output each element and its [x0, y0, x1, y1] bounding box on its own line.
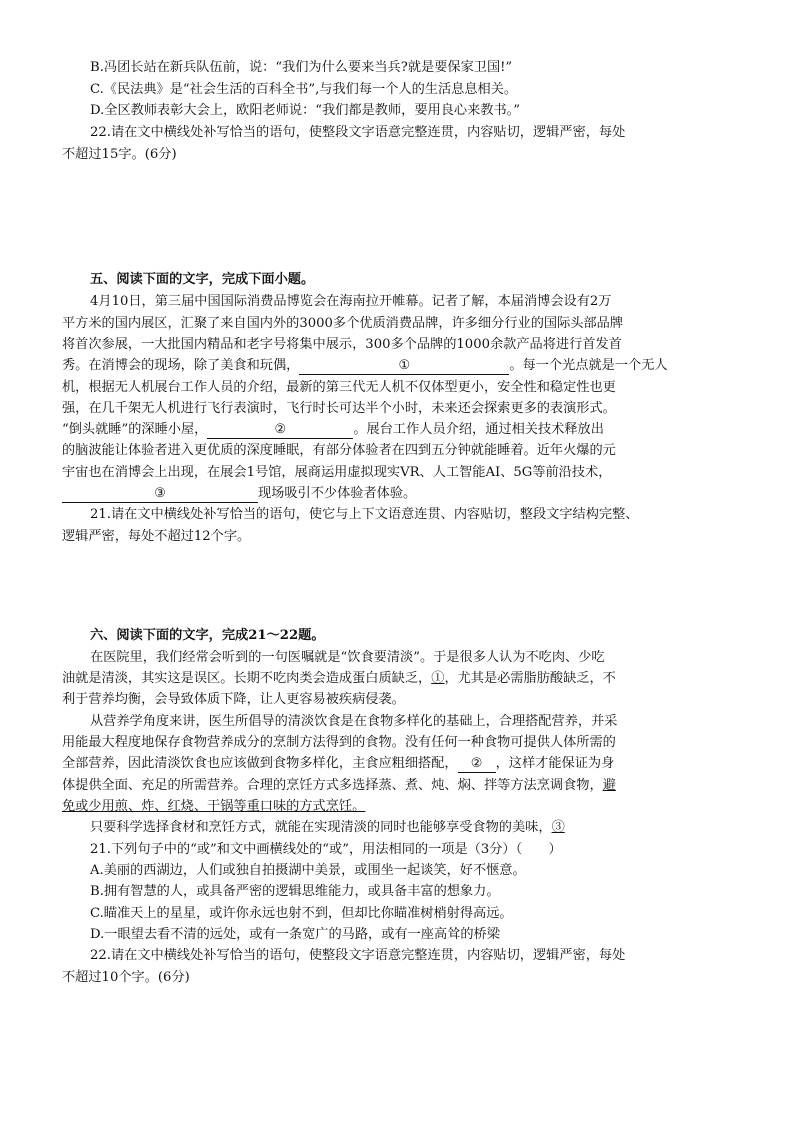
underlined-text: 免或少用煎、炸、红烧、干锅等重口味的方式烹饪。: [62, 799, 366, 814]
s5-line7-text: “倒头就睡”的深睡小屋，: [62, 422, 208, 437]
s5-line7-text-end: 。展台工作人员介绍，通过相关技术释放出: [353, 422, 604, 437]
blank-1: ①: [299, 358, 509, 375]
s5-question-21-line-2: 逻辑严密，每处不超过12个字。: [62, 529, 251, 544]
underlined-text-start: 避: [602, 778, 616, 793]
s6-para1-line-3: 利于营养均衡，会导致体质下降，让人更容易被疾病侵袭。: [62, 692, 405, 707]
s5-para-line-9: 宇宙也在消博会上出现，在展会1号馆，展商运用虚拟现实VR、人工智能AI、5G等前沿技术，: [62, 465, 612, 480]
question-22-line-2: 不超过15字。(6分): [62, 147, 177, 162]
s6-p2-line3-text: 全部营养，因此清淡饮食也应该做到食物多样化，主食应粗细搭配，: [62, 756, 458, 771]
s6-para3-line-1: [90, 818, 565, 838]
s5-para-line-3: 将首次参展，一大批国内精品和老字号将集中展示，300多个品牌的1000余款产品将进行首发首: [62, 337, 622, 352]
s5-question-21-line-1: 21.请在文中横线处补写恰当的语句，使它与上下文语意连贯、内容贴切，整段文字结构完整、: [90, 507, 639, 522]
blank-2: ②: [207, 422, 353, 439]
question-22-line-1: 22.请在文中横线处补写恰当的语句，使整段文字语意完整连贯，内容贴切，逻辑严密，每处: [90, 125, 626, 140]
section-6-heading: 六、阅读下面的文字，完成21～22题。: [90, 628, 325, 643]
s6-option-d: D.一眼望去看不清的远处，或有一条宽广的马路，或有一座高耸的桥梁: [90, 927, 500, 942]
marker-1: ①: [431, 671, 445, 686]
s5-para-line-2: 平方米的国内展区，汇聚了来自国内外的3000多个优质消费品牌，许多细分行业的国际头部品牌: [62, 316, 624, 331]
s6-option-a: A.美丽的西湖边，人们或独自拍摄湖中美景，或围坐一起谈笑，好不惬意。: [90, 863, 526, 878]
s5-para-line-1: 4月10日，第三届中国国际消费品博览会在海南拉开帷幕。记者了解，本届消博会设有2万: [90, 294, 612, 309]
s5-line10-text: 现场吸引不少体验者体验。: [258, 486, 417, 501]
s6-para2-line-3: [62, 754, 614, 774]
option-c: C.《民法典》是“社会生活的百科全书”,与我们每一个人的生活息息相关。: [90, 82, 518, 97]
s6-para1-line-1: 在医院里，我们经常会听到的一句医嘱就是“饮食要清淡”。于是很多人认为不吃肉、少吃: [90, 650, 605, 665]
s6-para2-line-4: [62, 776, 616, 796]
s6-para2-line-2: 用能最大程度地保存食物营养成分的烹制方法得到的食物。没有任何一种食物可提供人体所需的: [62, 735, 616, 750]
s6-question-22-line-2: 不超过10个字。(6分): [62, 970, 190, 985]
s6-para2-line-5: [62, 797, 365, 817]
s6-p3-text: 只要科学选择食材和烹饪方式，就能在实现清淡的同时也能够享受食物的美味，: [90, 820, 552, 835]
option-d: D.全区教师表彰大会上，欧阳老师说：“我们都是教师，要用良心来教书。”: [90, 103, 520, 118]
section-5-heading: 五、阅读下面的文字，完成下面小题。: [90, 272, 315, 287]
s6-option-c: C.瞄准天上的星星，或许你永远也射不到，但却比你瞄准树梢射得高远。: [90, 906, 513, 921]
s5-line4-text: 秀。在消博会的现场，除了美食和玩偶，: [62, 358, 300, 373]
s6-line2-text: 油就是清淡，其实这是误区。长期不吃肉类会造成蛋白质缺乏，: [62, 671, 432, 686]
s6-p2-line3-text-end: ，这样才能保证为身: [495, 756, 615, 771]
s6-para1-line-2: [62, 669, 616, 689]
s6-option-b: B.拥有智慧的人，或具备严密的逻辑思维能力，或具备丰富的想象力。: [90, 884, 500, 899]
s5-para-line-6: 强，在几千架无人机进行飞行表演时，飞行时长可达半个小时，未来还会探索更多的表演形式。: [62, 401, 616, 416]
option-b: B.冯团长站在新兵队伍前，说：“我们为什么要来当兵?就是要保家卫国!”: [90, 60, 513, 75]
blank-2-s6: ②: [458, 756, 496, 773]
s5-para-line-5: 机，根据无人机展台工作人员的介绍，最新的第三代无人机不仅体型更小，安全性和稳定性也更: [62, 380, 616, 395]
marker-3: ③: [551, 820, 565, 835]
s5-para-line-8: 的脑波能让体验者进入更优质的深度睡眠，有部分体验者在四到五分钟就能睡着。近年火爆的元: [62, 443, 616, 458]
s6-question-21: 21.下列句子中的“或”和文中画横线处的“或”，用法相同的一项是（3分）（ ）: [90, 842, 562, 857]
s5-para-line-7: [62, 420, 604, 440]
s6-p2-line4-text: 体提供全面、充足的所需营养。合理的烹饪方式多选择蒸、煮、炖、焖、拌等方法烹调食物，: [62, 778, 603, 793]
s5-para-line-10: [62, 484, 416, 504]
s5-para-line-4: [62, 356, 668, 376]
s6-para2-line-1: 从营养学角度来讲，医生所倡导的清淡饮食是在食物多样化的基础上，合理搭配营养，并采: [90, 714, 618, 729]
s6-question-22-line-1: 22.请在文中横线处补写恰当的语句，使整段文字语意完整连贯，内容贴切，逻辑严密，每处: [90, 948, 626, 963]
s6-line2-text-end: ，尤其是必需脂肪酸缺乏，不: [444, 671, 616, 686]
blank-3: ③: [62, 486, 258, 503]
s5-line4-text-end: 。每一个光点就是一个无人: [509, 358, 668, 373]
